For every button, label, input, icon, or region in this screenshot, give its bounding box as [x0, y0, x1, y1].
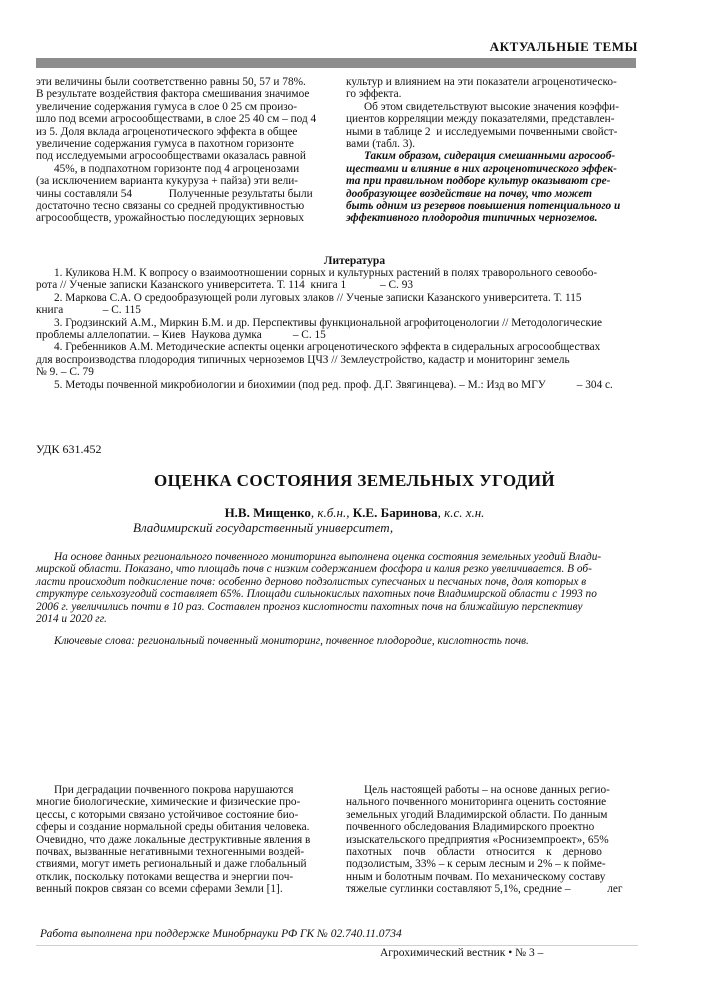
- conclusion-line: та при правильном подборе культур оказывают сре-: [346, 175, 611, 188]
- journal-footer: Агрохимический вестник • № 3 –: [380, 947, 544, 959]
- text-line: увеличение содержания гумуса в слое 0 25 см произо-: [36, 100, 298, 113]
- reference-line: проблемы аллелопатии. – Киев Наукова думка – С. 15: [36, 329, 326, 342]
- text-line: венный покров связан со всеми сферами Земли [1].: [36, 883, 283, 896]
- article-title: ОЦЕНКА СОСТОЯНИЯ ЗЕМЕЛЬНЫХ УГОДИЙ: [154, 471, 555, 490]
- author-name: К.Е. Баринова: [352, 505, 438, 520]
- conclusion-line: быть одним из резервов повышения потенциального и: [346, 200, 621, 213]
- author-degree: , к.с. х.н.: [437, 505, 485, 520]
- affiliation: Владимирский государственный университет,: [133, 520, 394, 535]
- text-line: подзолистым, 33% – к серым лесным и 2% – к пойме-: [346, 858, 606, 871]
- abstract-line: мирской области. Показано, что площадь почв с низким содержанием фосфора и калия резко увеличивается. В об-: [36, 563, 592, 576]
- text-line: из 5. Доля вклада агроценотического эффекта в общее: [36, 125, 298, 138]
- conclusion-line: эффективного плодородия типичных черноземов.: [346, 212, 598, 225]
- text-line: нным и болотным почвам. По механическому составу: [346, 870, 606, 883]
- abstract-line: На основе данных регионального почвенного мониторинга выполнена оценка состояния земельных угодий Влади-: [54, 551, 602, 563]
- text-line: сферы и создание нормальной среды обитания человека.: [36, 821, 310, 834]
- conclusion-line: ществами и влияние в них агроценотического эффек-: [346, 162, 617, 175]
- text-line: шло под всеми агросообществами, в слое 25 40 см – под 4: [36, 113, 317, 126]
- text-line: под исследуемыми агросообществами оказалась равной: [36, 150, 306, 163]
- text-line: увеличение содержания гумуса в пахотном горизонте: [36, 138, 294, 151]
- text-line: агросообществ, урожайностью последующих зерновых: [36, 212, 305, 225]
- header-bar: [36, 58, 636, 68]
- text-line: го эффекта.: [346, 88, 402, 101]
- abstract-line: ласти происходит подкисление почв: особенно дерново подзолистых супесчаных и песчаных почв, доля которых в: [36, 575, 587, 588]
- article-left-column: [36, 784, 329, 896]
- footer-divider: [36, 945, 638, 946]
- keywords: Ключевые слова: региональный почвенный мониторинг, почвенное плодородие, кислотность почв.: [54, 635, 529, 647]
- text-line: многие биологические, химические и физические про-: [36, 796, 301, 809]
- authors: [0, 505, 709, 521]
- text-line: 45%, в подпахотном горизонте под 4 агроценозами: [54, 162, 300, 175]
- text-line: эти величины были соответственно равны 50, 57 и 78%.: [36, 76, 306, 88]
- text-line: тяжелые суглинки составляют 5,1%, средние – лег: [346, 883, 623, 896]
- abstract-line: 2014 и 2020 гг.: [36, 613, 107, 626]
- text-line: В результате воздействия фактора смешивания значимое: [36, 88, 310, 101]
- text-line: ными в таблице 2 и исследуемыми почвенными свойст-: [346, 125, 618, 138]
- text-line: изыскательского предприятия «Росниземпроект», 65%: [346, 833, 609, 846]
- text-line: достаточно тесно связаны со средней продуктивностью: [36, 200, 305, 213]
- text-line: нального почвенного мониторинга оценить состояние: [346, 796, 607, 809]
- reference-line: книга – С. 115: [36, 304, 141, 317]
- author-name: Н.В. Мищенко: [224, 505, 311, 520]
- text-line: почвенного обследования Владимирского проектно: [346, 821, 595, 834]
- conclusion-line: дообразующее воздействие на почву, что может: [346, 187, 593, 200]
- text-line: Цель настоящей работы – на основе данных регио-: [364, 784, 610, 796]
- abstract-line: структуре сельхозугодий составляет 65%. Площади сильнокислых пахотных почв Владимирской области с 1993 по: [36, 588, 597, 601]
- conclusion-line: Таким образом, сидерация смешанными агросооб-: [364, 150, 616, 163]
- abstract-line: 2006 г. увеличились почти в 10 раз. Составлен прогноз кислотности пахотных почв на ближайшую перспективу: [36, 600, 583, 613]
- text-line: чины составляли 54 Полученные результаты были: [36, 187, 313, 200]
- text-line: пахотных почв области относится к дерново: [346, 846, 602, 859]
- funding-note: Работа выполнена при поддержке Минобрнауки РФ ГК № 02.740.11.0734: [40, 928, 402, 940]
- section-rubric: АКТУАЛЬНЫЕ ТЕМЫ: [489, 39, 638, 54]
- reference-line: 2. Маркова С.А. О средообразующей роли луговых злаков // Ученые записки Казанского университета. Т. 115: [54, 291, 582, 304]
- reference-line: № 9. – С. 79: [36, 366, 94, 379]
- text-line: культур и влиянием на эти показатели агроценотическо-: [346, 76, 617, 88]
- references-list: [36, 267, 638, 391]
- reference-line: 1. Куликова Н.М. К вопросу о взаимоотношении сорных и культурных растений в полях траворольного севообо-: [54, 267, 598, 279]
- text-line: Об этом свидетельствуют высокие значения коэффи-: [364, 100, 619, 113]
- reference-line: 5. Методы почвенной микробиологии и биохимии (под ред. проф. Д.Г. Звягинцева). – М.: Изд во МГУ – 304 с.: [54, 378, 613, 391]
- references-heading: Литература: [323, 255, 386, 267]
- article-right-column: [346, 784, 638, 896]
- reference-line: рота // Ученые записки Казанского университета. Т. 114 книга 1 – С. 93: [36, 279, 413, 292]
- author-degree: , к.б.н.,: [310, 505, 353, 520]
- text-line: отклик, поскольку потоками вещества и энергии поч-: [36, 870, 294, 883]
- udk-code: УДК 631.452: [36, 442, 102, 456]
- reference-line: 3. Гродзинский А.М., Миркин Б.М. и др. Перспективы функциональной агрофитоценологии // Методологические: [54, 316, 603, 329]
- text-line: цессы, с которыми связано устойчивое состояние био-: [36, 808, 299, 821]
- text-line: земельных угодий Владимирской области. По данным: [346, 808, 608, 821]
- text-line: Очевидно, что даже локальные деструктивные явления в: [36, 833, 311, 846]
- text-line: циентов корреляции между показателями, представлен-: [346, 113, 615, 126]
- text-line: почвах, вызванные негативными техногенными воздей-: [36, 846, 305, 859]
- prev-article-right-column: [346, 76, 638, 225]
- text-line: вами (табл. 3).: [346, 138, 416, 151]
- reference-line: для воспроизводства плодородия типичных черноземов ЦЧЗ // Землеустройство, кадастр и мониторинг земель: [36, 353, 570, 366]
- text-line: При деградации почвенного покрова нарушаются: [54, 784, 294, 796]
- abstract: [36, 551, 638, 625]
- prev-article-left-column: [36, 76, 329, 225]
- text-line: (за исключением варианта кукуруза + пайза) эти вели-: [36, 175, 299, 188]
- reference-line: 4. Гребенников А.М. Методические аспекты оценки агроценотического эффекта в сидеральных агросообществах: [54, 341, 601, 354]
- text-line: ствиями, могут иметь региональный и даже глобальный: [36, 858, 307, 871]
